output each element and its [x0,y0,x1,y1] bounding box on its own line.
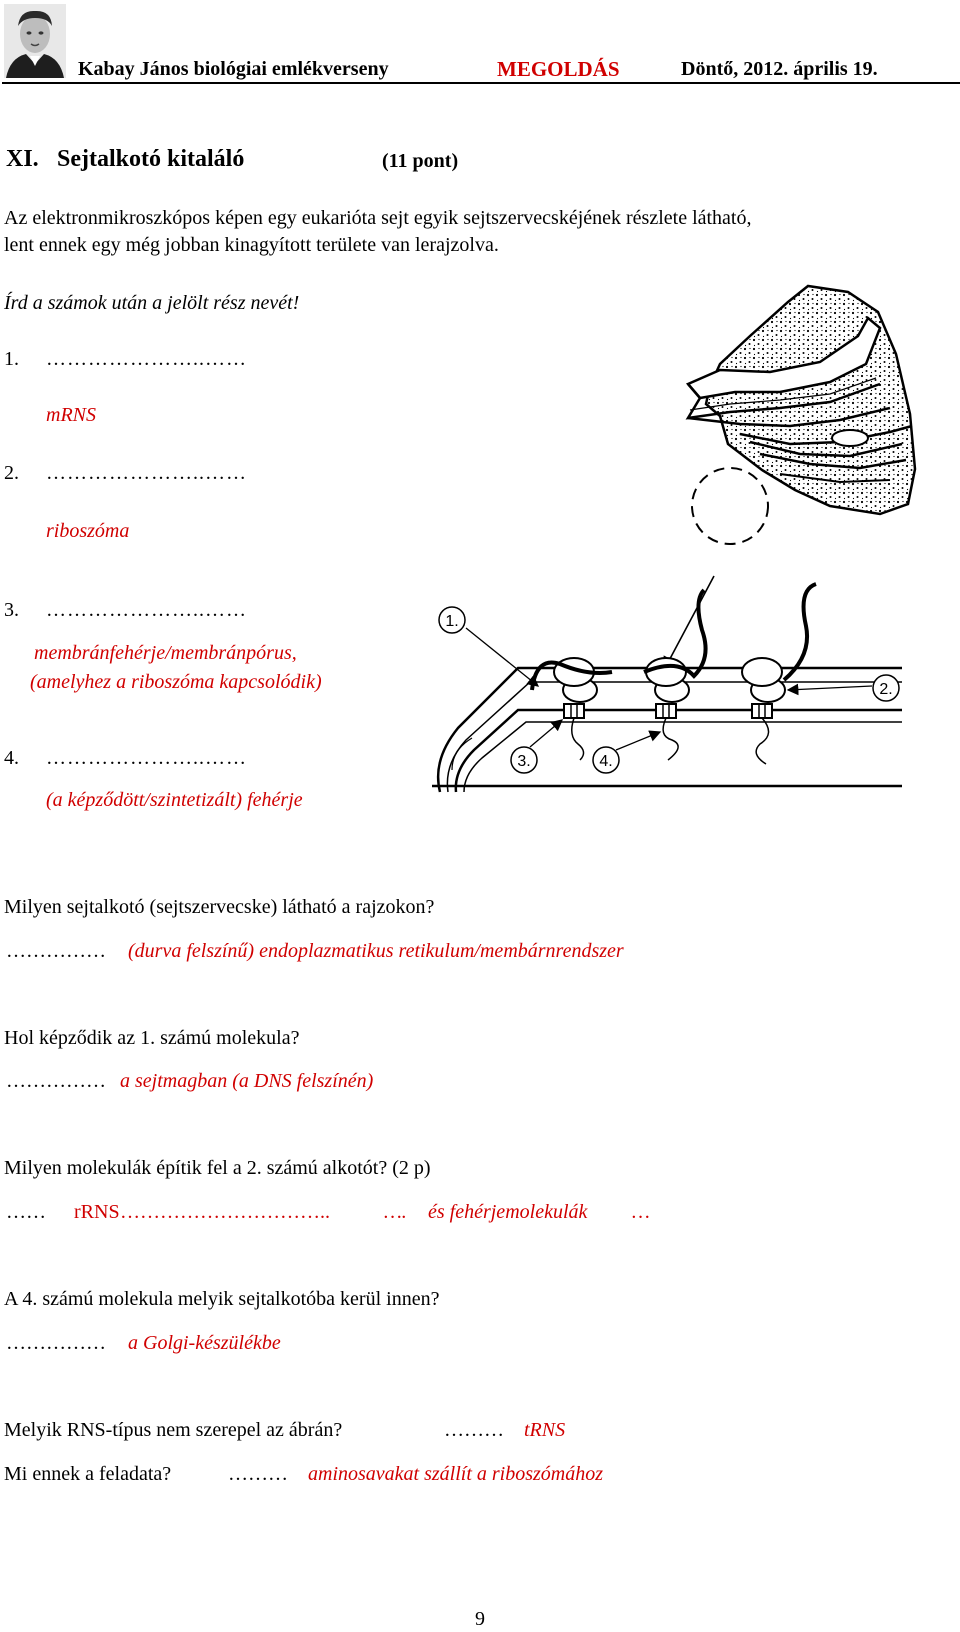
item-4-num: 4. [4,747,19,769]
intro-line-2: lent ennek egy még jobban kinagyított területe van lerajzolva. [4,234,499,256]
question-3: Milyen molekulák építik fel a 2. számú alkotót? (2 p) [4,1157,431,1179]
question-6: Mi ennek a feladata? [4,1463,172,1485]
micrograph-figure [680,284,918,574]
header-title: Kabay János biológiai emlékverseny [78,58,389,80]
answer-5: tRNS [524,1419,566,1441]
item-1-answer: mRNS [46,404,96,426]
ribosome-3 [742,584,816,764]
header-date: Döntő, 2012. április 19. [681,58,878,80]
answer-3-dots-2: ………………………….. [120,1201,330,1223]
label-1: 1. [445,613,459,630]
question-1: Milyen sejtalkotó (sejtszervecske) látható a rajzokon? [4,896,435,918]
answer-3-dots: …… [6,1201,46,1223]
answer-3-dots-4: … [632,1201,650,1223]
header-rule [2,82,960,84]
answer-4: a Golgi-készülékbe [128,1332,281,1354]
answer-6: aminosavakat szállít a riboszómához [308,1463,604,1485]
item-1-num: 1. [4,348,19,370]
answer-1: (durva felszínű) endoplazmatikus retikulum/membárnrendszer [128,940,624,962]
item-4-dots: …………………..…… [46,747,247,769]
section-title: Sejtalkotó kitaláló [57,146,245,172]
question-4: A 4. számú molekula melyik sejtalkotóba kerül innen? [4,1288,440,1310]
item-3-num: 3. [4,599,19,621]
page-number: 9 [475,1608,485,1630]
section-number: XI. [6,146,39,172]
section-points: (11 pont) [382,150,459,172]
instruction: Írd a számok után a jelölt rész nevét! [4,292,300,314]
label-2: 2. [879,681,893,698]
item-3-answer-line-2: (amelyhez a riboszóma kapcsolódik) [30,671,322,693]
question-2: Hol képződik az 1. számú molekula? [4,1027,300,1049]
answer-5-dots: ……… [444,1419,504,1441]
intro-line-1: Az elektronmikroszkópos képen egy eukarióta sejt egyik sejtszervecskéjének részlete látható, [4,207,752,229]
answer-6-dots: ……… [228,1463,288,1485]
item-2-num: 2. [4,462,19,484]
answer-1-dots: …………… [6,940,106,962]
ribosome-diagram [432,560,914,805]
question-5: Melyik RNS-típus nem szerepel az ábrán? [4,1419,343,1441]
answer-3-part-1: rRNS [74,1201,120,1223]
answer-3-dots-3: …. [384,1201,407,1223]
item-4-answer: (a képződött/szintetizált) fehérje [46,789,303,811]
item-3-dots: …………………..…… [46,599,247,621]
item-2-answer: riboszóma [46,520,130,542]
answer-2: a sejtmagban (a DNS felszínén) [120,1070,374,1092]
answer-2-dots: …………… [6,1070,106,1092]
label-3: 3. [517,753,531,770]
item-3-answer-line-1: membránfehérje/membránpórus, [34,642,297,664]
header-solution: MEGOLDÁS [497,57,620,81]
item-2-dots: …………………..…… [46,462,247,484]
label-4: 4. [599,753,613,770]
answer-4-dots: …………… [6,1332,106,1354]
portrait-photo [4,4,66,78]
item-1-dots: …………………..…… [46,348,247,370]
answer-3-part-2: és fehérjemolekulák [428,1201,588,1223]
